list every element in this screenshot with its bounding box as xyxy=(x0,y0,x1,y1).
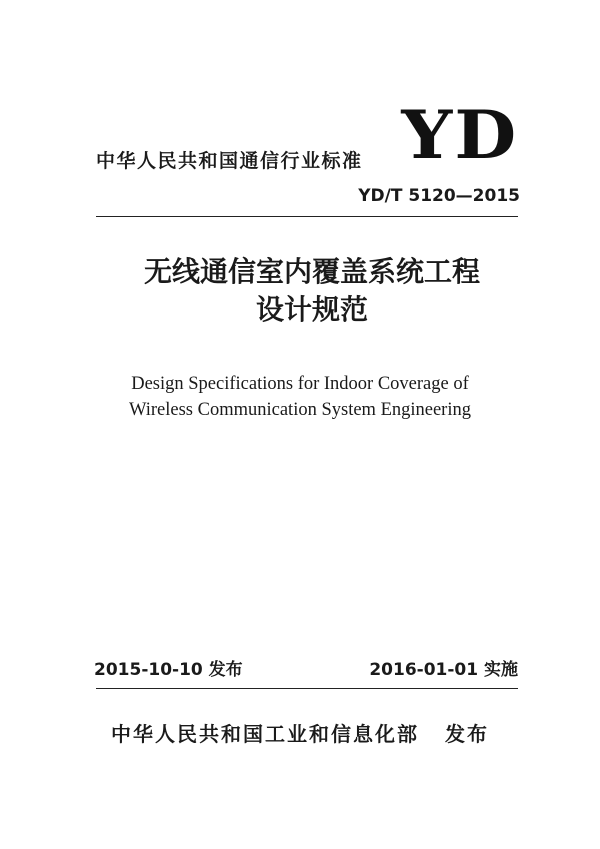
footer-divider xyxy=(96,688,518,689)
standard-code: YD/T 5120—2015 xyxy=(358,186,520,206)
implementation-date: 2016-01-01 实施 xyxy=(369,660,518,680)
yd-logo: YD xyxy=(400,96,518,174)
issue-date: 2015-10-10 发布 xyxy=(94,660,243,680)
publisher-action: 发布 xyxy=(445,722,489,746)
title-en-line1: Design Specifications for Indoor Coverage of xyxy=(131,374,469,394)
standard-category: 中华人民共和国通信行业标准 xyxy=(96,150,363,172)
title-cn-line2: 设计规范 xyxy=(255,293,368,326)
publisher-line xyxy=(0,718,600,747)
title-en-line2: Wireless Communication System Engineering xyxy=(129,400,471,420)
title-cn-line1: 无线通信室内覆盖系统工程 xyxy=(143,255,480,288)
publisher-organization: 中华人民共和国工业和信息化部 xyxy=(111,722,419,746)
header-divider xyxy=(96,216,518,217)
